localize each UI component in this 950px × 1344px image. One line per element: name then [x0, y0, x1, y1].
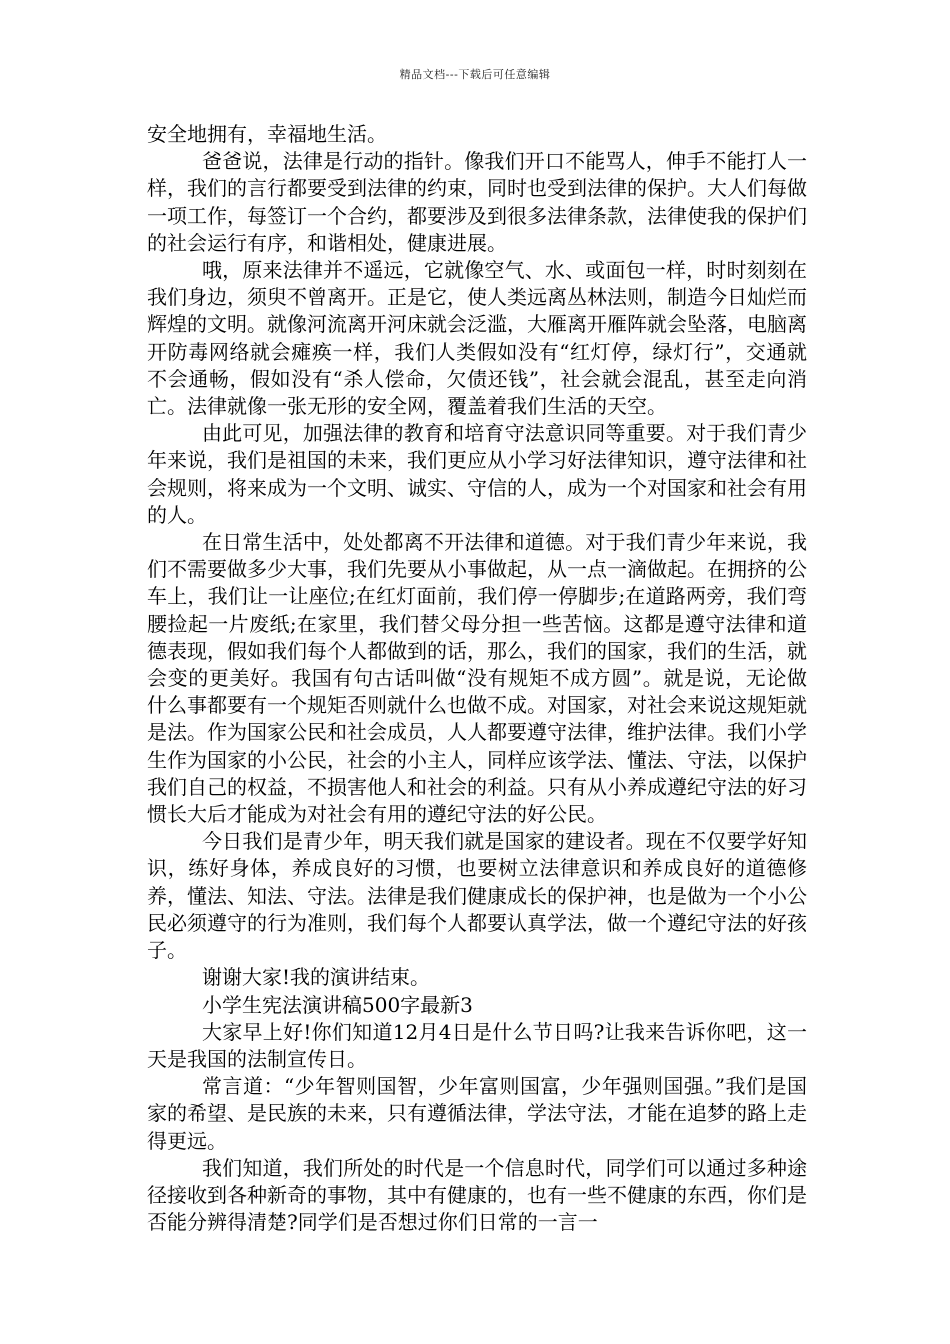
paragraph: 爸爸说，法律是行动的指针。像我们开口不能骂人，伸手不能打人一样，我们的言行都要受到法律的约束，同时也受到法律的保护。大人们每做一项工作，每签订一个合约，都要涉及到很多法律条款，法律使我的保护们的社会运行有序，和谐相处，健康进展。 — [147, 149, 807, 255]
paragraph: 常言道：“少年智则国智，少年富则国富，少年强则国强。”我们是国家的希望、是民族的未来，只有遵循法律，学法守法，才能在追梦的路上走得更远。 — [147, 1074, 807, 1153]
paragraph: 今日我们是青少年，明天我们就是国家的建设者。现在不仅要学好知识，练好身体，养成良好的习惯，也要树立法律意识和养成良好的道德修养，懂法、知法、守法。法律是我们健康成长的保护神，也是做为一个小公民必须遵守的行为准则，我们每个人都要认真学法，做一个遵纪守法的好孩子。 — [147, 829, 807, 963]
paragraph: 在日常生活中，处处都离不开法律和道德。对于我们青少年来说，我们不需要做多少大事，我们先要从小事做起，从一点一滴做起。在拥挤的公车上，我们让一让座位;在红灯面前，我们停一停脚步;在道路两旁，我们弯腰捡起一片废纸;在家里，我们替父母分担一些苦恼。这都是遵守法律和道德表现，假如我们每个人都做到的话，那么，我们的国家，我们的生活，就会变的更美好。我国有句古话叫做“没有规矩不成方圆”。就是说，无论做什么事都要有一个规矩否则就什么也做不成。对国家，对社会来说这规矩就是法。作为国家公民和社会成员，人人都要遵守法律，维护法律。我们小学生作为国家的小公民，社会的小主人，同样应该学法、懂法、守法，以保护我们自己的权益，不损害他人和社会的利益。只有从小养成遵纪守法的好习惯长大后才能成为对社会有用的遵纪守法的好公民。 — [147, 530, 807, 827]
paragraph: 哦，原来法律并不遥远，它就像空气、水、或面包一样，时时刻刻在我们身边，须臾不曾离开。正是它，使人类远离丛林法则，制造今日灿烂而辉煌的文明。就像河流离开河床就会泛滥，大雁离开雁阵就会坠落，电脑离开防毒网络就会瘫痪一样，我们人类假如没有“红灯停，绿灯行”，交通就不会通畅，假如没有“杀人偿命，欠债还钱”，社会就会混乱，甚至走向消亡。法律就像一张无形的安全网，覆盖着我们生活的天空。 — [147, 258, 807, 419]
paragraph: 谢谢大家!我的演讲结束。 — [202, 965, 431, 990]
section-title: 小学生宪法演讲稿500字最新3 — [202, 992, 473, 1017]
paragraph: 安全地拥有，幸福地生活。 — [147, 122, 387, 146]
paragraph: 大家早上好!你们知道12月4日是什么节日吗?让我来告诉你吧，这一天是我国的法制宣传日。 — [147, 1019, 807, 1071]
paragraph: 我们知道，我们所处的时代是一个信息时代，同学们可以通过多种途径接收到各种新奇的事物，其中有健康的，也有一些不健康的东西，你们是否能分辨得清楚?同学们是否想过你们日常的一言一 — [147, 1155, 807, 1235]
page-header: 精品文档---下载后可任意编辑 — [399, 68, 551, 81]
paragraph: 由此可见，加强法律的教育和培育守法意识同等重要。对于我们青少年来说，我们是祖国的未来，我们更应从小学习好法律知识，遵守法律和社会规则，将来成为一个文明、诚实、守信的人，成为一个对国家和社会有用的人。 — [147, 421, 807, 527]
document-body — [147, 121, 807, 1236]
